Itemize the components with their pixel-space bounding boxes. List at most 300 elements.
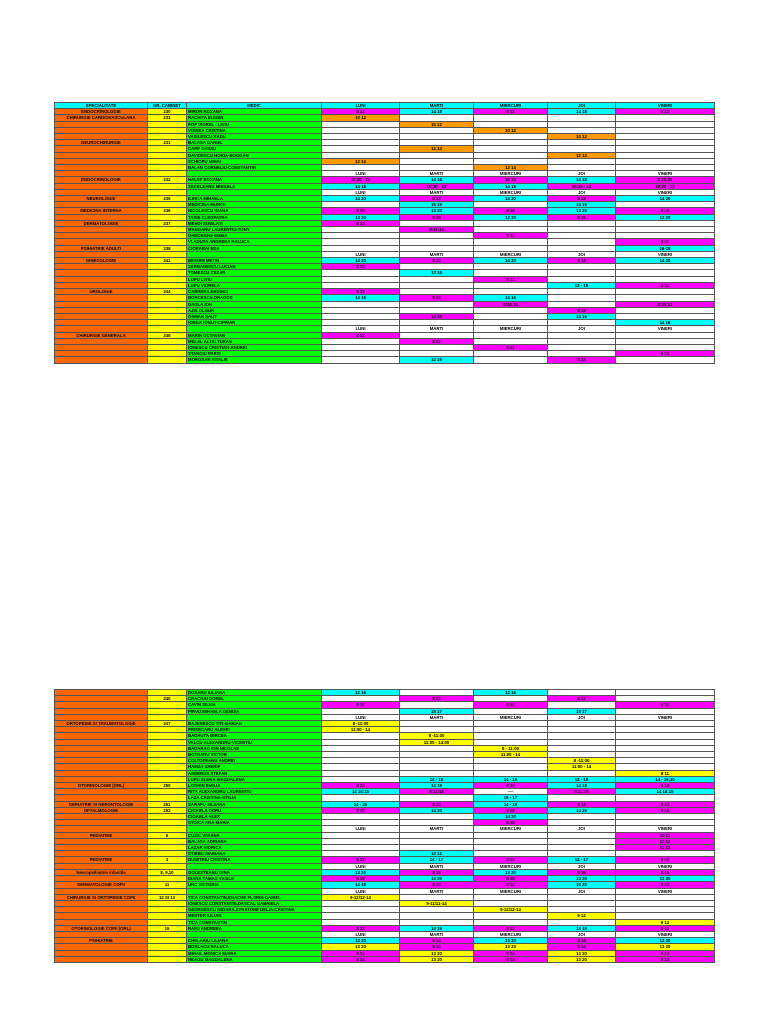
doctor-cell: CARP OVIDIU bbox=[187, 146, 322, 152]
schedule-cell: 8 13 bbox=[322, 289, 400, 295]
schedule-cell: 11:00 - 14 bbox=[548, 764, 616, 770]
schedule-cell: 14 - 17 bbox=[548, 857, 616, 863]
schedule-cell: 10 12 bbox=[548, 134, 616, 140]
schedule-cell: 12 13 bbox=[616, 838, 715, 844]
schedule-cell: 8 11 bbox=[616, 239, 715, 245]
doctor-cell: BALAN CORNELIU-CONSTANTIN bbox=[187, 165, 322, 171]
doctor-cell: COLTOFEANU ANDREI bbox=[187, 758, 322, 764]
schedule-cell: 8 14 bbox=[400, 938, 474, 944]
cabinet-cell: 230 bbox=[148, 109, 187, 115]
schedule-cell: ---- bbox=[474, 789, 548, 795]
schedule-cell: 12 14 bbox=[474, 165, 548, 171]
column-header: VINERI bbox=[616, 103, 715, 109]
cabinet-cell: 231 bbox=[148, 115, 187, 121]
column-header: MIERCURI bbox=[474, 103, 548, 109]
doctor-cell: STIRBU MARIANA bbox=[187, 851, 322, 857]
doctor-cell: SERBANESCU LUCIAN bbox=[187, 264, 322, 270]
day-label-cell: LUNI bbox=[322, 171, 400, 177]
specialty-cell: NEUROLOGIE bbox=[55, 196, 148, 202]
doctor-cell: BESHIM METIN bbox=[187, 258, 322, 264]
schedule-cell: 8 15 bbox=[474, 876, 548, 882]
schedule-cell: 13 20 bbox=[548, 876, 616, 882]
schedule-cell: 13 20 bbox=[548, 956, 616, 962]
schedule-cell: 14 20 bbox=[474, 196, 548, 202]
schedule-cell: 13 20 bbox=[322, 938, 400, 944]
doctor-cell: SARAFU SILVANA bbox=[187, 801, 322, 807]
schedule-cell: 8 11 bbox=[474, 233, 548, 239]
schedule-cell: 9-11/11-14 bbox=[400, 900, 474, 906]
column-header: MARTI bbox=[400, 103, 474, 109]
schedule-cell: 8 14 bbox=[400, 944, 474, 950]
day-label-cell: LUNI bbox=[322, 189, 400, 195]
day-label-cell: MIERCURI bbox=[474, 326, 548, 332]
schedule-cell: 8 12 bbox=[474, 702, 548, 708]
doctor-cell: CIORABAI EDA bbox=[187, 245, 322, 251]
day-label-cell: JOI bbox=[548, 251, 616, 257]
schedule-cell: 8 15 bbox=[400, 869, 474, 875]
doctor-cell: MIHAIL MONICA MARIA bbox=[187, 950, 322, 956]
schedule-cell: 12 16 bbox=[474, 690, 548, 696]
schedule-cell: 14 18 bbox=[322, 882, 400, 888]
schedule-cell: 8 15 bbox=[400, 214, 474, 220]
schedule-cell bbox=[322, 357, 400, 363]
schedule-cell: 13 20 bbox=[322, 869, 400, 875]
schedule-cell: 13 20 bbox=[322, 944, 400, 950]
doctor-cell: BADAUTA MIRCEA bbox=[187, 733, 322, 739]
schedule-cell: 8 11:15 bbox=[400, 789, 474, 795]
schedule-cell: 8 12 bbox=[474, 857, 548, 863]
doctor-cell: ILINCA MIHAELA bbox=[187, 196, 322, 202]
schedule-cell: 10 11 bbox=[616, 832, 715, 838]
doctor-cell: BALASA DANIEL bbox=[187, 140, 322, 146]
day-label-cell: JOI bbox=[548, 826, 616, 832]
day-label-cell: JOI bbox=[548, 714, 616, 720]
doctor-cell: TOMESCU CEZAR bbox=[187, 270, 322, 276]
schedule-cell: 14 18 bbox=[400, 109, 474, 115]
schedule-cell: 8 15 bbox=[474, 807, 548, 813]
doctor-cell: DOSARU IULIANA bbox=[187, 690, 322, 696]
doctor-cell: POP VIOREL - LIVIU bbox=[187, 121, 322, 127]
schedule-cell: 15 19 bbox=[400, 202, 474, 208]
day-label-cell: VINERI bbox=[616, 888, 715, 894]
schedule-cell: 8 13 bbox=[474, 882, 548, 888]
schedule-cell: 8 13 bbox=[322, 264, 400, 270]
schedule-cell: 9 12 bbox=[616, 919, 715, 925]
doctor-cell: MESTER IULIAN bbox=[187, 913, 322, 919]
day-label-cell: MARTI bbox=[400, 863, 474, 869]
schedule-cell: 15 17 bbox=[548, 708, 616, 714]
day-label-cell: VINERI bbox=[616, 863, 715, 869]
doctor-cell: GHEORGHE EMMA bbox=[187, 233, 322, 239]
day-label-cell: VINERI bbox=[616, 826, 715, 832]
schedule-cell: 10 13 bbox=[474, 177, 548, 183]
doctor-cell: DUMITRIU CRISTINA bbox=[187, 857, 322, 863]
doctor-cell: SCHIOPU MIHAI bbox=[187, 158, 322, 164]
schedule-cell: 8 13 bbox=[400, 801, 474, 807]
schedule-cell: 14 20 bbox=[322, 258, 400, 264]
doctor-cell: MELAL ALTAI TURAN bbox=[187, 338, 322, 344]
specialty-cell: MEDICINA INTERNA bbox=[55, 208, 148, 214]
doctor-cell: CIOABLA ALEX bbox=[187, 814, 322, 820]
cabinet-cell: 247 bbox=[148, 721, 187, 727]
schedule-cell: 14 19 bbox=[400, 783, 474, 789]
schedule-cell: 13 20 bbox=[616, 214, 715, 220]
day-label-cell: LUNI bbox=[322, 888, 400, 894]
specialty-cell: ENDOCRINOLOGIE bbox=[55, 109, 148, 115]
day-label-cell: VINERI bbox=[616, 171, 715, 177]
doctor-cell: LUPU ELENA-MAGDALENA bbox=[187, 776, 322, 782]
schedule-cell: 13 20 bbox=[400, 208, 474, 214]
schedule-table-bottom bbox=[54, 689, 715, 963]
schedule-cell: 14 20 bbox=[616, 196, 715, 202]
day-label-cell: MARTI bbox=[400, 326, 474, 332]
doctor-cell: BORLACU RALUCA bbox=[187, 944, 322, 950]
schedule-cell: 14 16 bbox=[322, 295, 400, 301]
doctor-cell: DAGLA ION bbox=[187, 301, 322, 307]
doctor-cell: MEDICINA MUNCII bbox=[187, 202, 322, 208]
cabinet-cell: 252 bbox=[148, 807, 187, 813]
doctor-cell: BADARAU ION NICOLAE bbox=[187, 745, 322, 751]
day-label-cell: JOI bbox=[548, 326, 616, 332]
schedule-cell: 14 20 bbox=[474, 814, 548, 820]
cabinet-cell: 12 SI 13 bbox=[148, 894, 187, 900]
day-label-cell: VINERI bbox=[616, 251, 715, 257]
doctor-cell: LUPU LIVIU bbox=[187, 276, 322, 282]
specialty-cell: GERIATRIE SI GERONTOLOGIE bbox=[55, 801, 148, 807]
day-label-cell: LUNI bbox=[322, 326, 400, 332]
doctor-cell: RACHITA EUGEN bbox=[187, 115, 322, 121]
schedule-cell: 13 20 bbox=[474, 944, 548, 950]
schedule-cell: 15 17 bbox=[400, 708, 474, 714]
day-label-cell: JOI bbox=[548, 863, 616, 869]
schedule-cell: 8 13 bbox=[474, 783, 548, 789]
schedule-cell: 8 13 bbox=[322, 220, 400, 226]
schedule-cell: 8 12 bbox=[616, 925, 715, 931]
doctor-cell: TICA CONSTANTIN bbox=[187, 919, 322, 925]
day-label-cell: MARTI bbox=[400, 251, 474, 257]
schedule-cell: 13 - 15 bbox=[548, 282, 616, 288]
specialty-cell: PSIHIATRIE ADULTI bbox=[55, 245, 148, 251]
schedule-table-top bbox=[54, 102, 715, 364]
doctor-cell: PIRVU MIHAELA DENISA bbox=[187, 708, 322, 714]
doctor-cell: MOROSAN VITALIE bbox=[187, 357, 322, 363]
day-label-cell: MIERCURI bbox=[474, 714, 548, 720]
schedule-cell: 13 20 bbox=[400, 956, 474, 962]
schedule-cell: 14 16 bbox=[616, 320, 715, 326]
schedule-cell: 8 10:30 bbox=[616, 177, 715, 183]
schedule-cell: 8 15 bbox=[616, 208, 715, 214]
day-label-cell: MIERCURI bbox=[474, 251, 548, 257]
cabinet-cell: 8, 9,10 bbox=[148, 869, 187, 875]
schedule-cell: 11:00 - 14:00 bbox=[400, 739, 474, 745]
schedule-cell: 14 - 16,30 bbox=[616, 776, 715, 782]
doctor-cell: TICA CONSTANTIN,ENACHE FLORIN-DANIEL bbox=[187, 894, 322, 900]
doctor-cell: UNC VICTORIA bbox=[187, 882, 322, 888]
day-label-cell: MIERCURI bbox=[474, 931, 548, 937]
schedule-cell: 14 18 bbox=[548, 177, 616, 183]
doctor-cell: MARIN OCTAVIAN bbox=[187, 332, 322, 338]
doctor-cell: CAVIN SILVIA bbox=[187, 702, 322, 708]
specialty-cell: ORTOPEDIE SI TRAUMATOLOGIE bbox=[55, 721, 148, 727]
schedule-cell: 8 13 bbox=[548, 258, 616, 264]
schedule-cell: 13 20 bbox=[548, 950, 616, 956]
schedule-cell: 8 - 11:00 bbox=[474, 745, 548, 751]
cabinet-cell: 15 bbox=[148, 925, 187, 931]
schedule-cell: 8 13 bbox=[548, 196, 616, 202]
day-label-cell: MIERCURI bbox=[474, 171, 548, 177]
doctor-cell: LOGHIN EMILIA bbox=[187, 783, 322, 789]
schedule-cell: 15 19 bbox=[548, 202, 616, 208]
doctor-cell: HAMZA SHERIF bbox=[187, 764, 322, 770]
schedule-cell: 13 20 bbox=[400, 950, 474, 956]
table-row bbox=[55, 357, 715, 363]
day-label-cell: MARTI bbox=[400, 826, 474, 832]
schedule-cell: 8 12 bbox=[474, 109, 548, 115]
schedule-cell: 8 -11:00 bbox=[322, 721, 400, 727]
specialty-cell: GINECOLOGIE bbox=[55, 258, 148, 264]
doctor-cell: VASILESCU RADU bbox=[187, 134, 322, 140]
day-label-cell: LUNI bbox=[322, 931, 400, 937]
schedule-cell: 13 20 bbox=[548, 208, 616, 214]
day-label-cell: MIERCURI bbox=[474, 189, 548, 195]
day-label-cell: MIERCURI bbox=[474, 826, 548, 832]
schedule-cell: 12 14 bbox=[322, 158, 400, 164]
schedule-cell: 15 20 bbox=[548, 882, 616, 888]
doctor-cell: STANCIU PARIS bbox=[187, 351, 322, 357]
schedule-cell: 14 18 bbox=[474, 183, 548, 189]
schedule-cell: 14 16 bbox=[400, 313, 474, 319]
doctor-cell: CABRERA ERDINCI bbox=[187, 289, 322, 295]
doctor-cell: LAZA CRISTINA-OTILIA bbox=[187, 795, 322, 801]
schedule-cell: 8 13 bbox=[616, 882, 715, 888]
doctor-cell: IONESCU CONSTANTIN,DASCAL GABRIELA bbox=[187, 900, 322, 906]
schedule-cell: 8 11:15 bbox=[548, 789, 616, 795]
doctor-cell: BALASA ADRIANA bbox=[187, 838, 322, 844]
schedule-cell: 8 12 bbox=[548, 357, 616, 363]
day-label-cell: LUNI bbox=[322, 826, 400, 832]
schedule-cell: 14 16 bbox=[474, 295, 548, 301]
schedule-cell: 8 14 bbox=[616, 950, 715, 956]
schedule-cell: 13 20 bbox=[616, 938, 715, 944]
day-label-cell: VINERI bbox=[616, 189, 715, 195]
schedule-cell: 8 13 bbox=[322, 783, 400, 789]
schedule-cell: 12 16 bbox=[400, 357, 474, 363]
specialty-cell: OFTALMOLOGIE bbox=[55, 807, 148, 813]
day-label-cell: MARTI bbox=[400, 189, 474, 195]
doctor-cell: NICOLESCU IOANA bbox=[187, 208, 322, 214]
cabinet-cell: 251 bbox=[148, 801, 187, 807]
schedule-cell: 8 15 bbox=[322, 807, 400, 813]
day-label-cell: MARTI bbox=[400, 171, 474, 177]
column-header: NR. CABINET bbox=[148, 103, 187, 109]
specialty-cell: OTORINOLOGIE COPII (ORL) bbox=[55, 925, 148, 931]
schedule-cell bbox=[474, 357, 548, 363]
schedule-cell: 14 20 bbox=[616, 258, 715, 264]
specialty-cell: DERMATOLOGIE COPII bbox=[55, 882, 148, 888]
schedule-cell: 13 20 bbox=[474, 869, 548, 875]
day-label-cell: LUNI bbox=[322, 863, 400, 869]
schedule-cell: 12 16 bbox=[322, 690, 400, 696]
schedule-cell: 11:00 - 14 bbox=[322, 727, 400, 733]
schedule-cell: 8 15 bbox=[322, 876, 400, 882]
cabinet-cell: 236 bbox=[148, 208, 187, 214]
day-label-cell: MARTI bbox=[400, 714, 474, 720]
cabinet-cell: 3 bbox=[148, 857, 187, 863]
doctor-cell: HALEF ROXANA bbox=[187, 177, 322, 183]
specialty-cell: CHIRURGIE SI ORTOPEDIE COPII bbox=[55, 894, 148, 900]
schedule-cell: 8 12 bbox=[616, 351, 715, 357]
doctor-cell: RITA ALEXANDRU LAURENTIU bbox=[187, 789, 322, 795]
day-label-cell: VINERI bbox=[616, 714, 715, 720]
schedule-cell: 8 12 bbox=[474, 344, 548, 350]
day-label-cell: JOI bbox=[548, 888, 616, 894]
specialty-cell: CHIRURGIE GENERALA bbox=[55, 332, 148, 338]
cabinet-cell bbox=[148, 357, 187, 363]
table-row bbox=[55, 956, 715, 962]
schedule-cell: 13 20 bbox=[616, 876, 715, 882]
schedule-cell: 12 14 bbox=[400, 146, 474, 152]
doctor-cell: BAJENESCU TITI-MARIAN bbox=[187, 721, 322, 727]
schedule-cell: 8 -11:00 bbox=[400, 733, 474, 739]
schedule-cell: 14 - 17 bbox=[400, 857, 474, 863]
doctor-cell: MANGANU LAURENTIU-TONY bbox=[187, 227, 322, 233]
specialty-cell: PSIHIATRIE bbox=[55, 938, 148, 944]
schedule-cell: 8 12 bbox=[474, 925, 548, 931]
cabinet-cell: 231 bbox=[148, 140, 187, 146]
doctor-cell: CIOABLA DORU bbox=[187, 807, 322, 813]
schedule-cell: 8 14 bbox=[548, 938, 616, 944]
doctor-cell: SECELEANU MIHAELA bbox=[187, 183, 322, 189]
doctor-cell: CUZIC VIVIANA bbox=[187, 832, 322, 838]
schedule-cell: 8 12 bbox=[322, 109, 400, 115]
doctor-cell: LAZAR VIORICA bbox=[187, 845, 322, 851]
cabinet-cell: 241 bbox=[148, 258, 187, 264]
schedule-cell: 14 - 19 bbox=[548, 776, 616, 782]
day-label-cell: MARTI bbox=[400, 888, 474, 894]
doctor-cell: IONESCU CRISTIAN-ANDREI bbox=[187, 344, 322, 350]
column-header: MEDIC bbox=[187, 103, 322, 109]
schedule-cell: 10 12 bbox=[474, 127, 548, 133]
doctor-cell: STOICA ANA-MARIA bbox=[187, 820, 322, 826]
doctor-cell: LUPU VIORELA bbox=[187, 282, 322, 288]
schedule-cell: 8 15 bbox=[616, 807, 715, 813]
schedule-cell: 8 15 bbox=[616, 869, 715, 875]
schedule-cell: 9-12/12-14 bbox=[474, 907, 548, 913]
specialty-cell bbox=[55, 956, 148, 962]
doctor-cell: AJIS OLGUN bbox=[187, 307, 322, 313]
cabinet-cell: 240 bbox=[148, 696, 187, 702]
schedule-cell: 10:30 - 13 bbox=[616, 183, 715, 189]
doctor-cell: BOTNARU VICTOR bbox=[187, 752, 322, 758]
doctor-cell: GOLESTEANU GINA bbox=[187, 869, 322, 875]
specialty-cell: PEDIATRIE bbox=[55, 857, 148, 863]
schedule-cell: 8 14 bbox=[322, 950, 400, 956]
schedule-cell: 8 15 bbox=[548, 869, 616, 875]
schedule-cell: 10:30 - 13 bbox=[548, 183, 616, 189]
specialty-cell: Neuropsihiatrie infantila bbox=[55, 869, 148, 875]
schedule-cell: 8 12 bbox=[322, 702, 400, 708]
schedule-cell: 9 12 bbox=[548, 913, 616, 919]
schedule-cell: 14 16 bbox=[548, 313, 616, 319]
schedule-cell: 8 15 bbox=[548, 214, 616, 220]
specialty-cell: PEDIATRIE bbox=[55, 832, 148, 838]
doctor-cell: TASIE CLEOPATRA bbox=[187, 214, 322, 220]
doctor-cell: MEHDI SOWLATI bbox=[187, 220, 322, 226]
doctor-cell: RAIIU ANDREEA bbox=[187, 925, 322, 931]
schedule-cell: 8 11 bbox=[616, 770, 715, 776]
day-label-cell: VINERI bbox=[616, 326, 715, 332]
schedule-sheet-bottom bbox=[54, 689, 714, 963]
doctor-cell: BORCESCU DRAGOS bbox=[187, 295, 322, 301]
schedule-cell: 16-18 bbox=[616, 245, 715, 251]
schedule-cell: 14 16:15 bbox=[616, 789, 715, 795]
schedule-cell: 8 13 bbox=[400, 258, 474, 264]
schedule-cell: 8 12 bbox=[616, 109, 715, 115]
schedule-sheet-top bbox=[54, 102, 714, 364]
cabinet-cell: 237 bbox=[148, 220, 187, 226]
schedule-cell: 8 12 bbox=[322, 925, 400, 931]
specialty-cell bbox=[55, 357, 148, 363]
doctor-cell: ANDERUS STEFAN bbox=[187, 770, 322, 776]
column-header: JOI bbox=[548, 103, 616, 109]
day-label-cell: JOI bbox=[548, 171, 616, 177]
schedule-cell: 14 20 bbox=[400, 807, 474, 813]
day-label-cell: VINERI bbox=[616, 931, 715, 937]
schedule-cell: 8 14 bbox=[474, 956, 548, 962]
schedule-cell: 14 20 bbox=[548, 807, 616, 813]
specialty-cell: OTORINOLOGIE (ORL) bbox=[55, 783, 148, 789]
schedule-cell: 10 12 bbox=[322, 115, 400, 121]
schedule-cell: 13 20 bbox=[474, 938, 548, 944]
column-header: SPECIALITATE bbox=[55, 103, 148, 109]
specialty-cell: ENDOCRINOLOGIE bbox=[55, 177, 148, 183]
cabinet-cell: 5 bbox=[148, 832, 187, 838]
schedule-cell: 8 13 bbox=[400, 295, 474, 301]
schedule-cell: 8 13 bbox=[548, 307, 616, 313]
schedule-cell: 14 20 bbox=[474, 258, 548, 264]
day-label-cell: LUNI bbox=[322, 251, 400, 257]
schedule-cell: 12 14 bbox=[548, 152, 616, 158]
schedule-cell: 13 20 bbox=[474, 214, 548, 220]
doctor-cell: GEORGESCU MIOARA,STRATONE DELIA-CRISTINA bbox=[187, 907, 322, 913]
schedule-cell: 8-11-14 bbox=[400, 227, 474, 233]
schedule-cell: 10 12 bbox=[400, 851, 474, 857]
day-label-cell: MIERCURI bbox=[474, 863, 548, 869]
schedule-cell: 8 13 bbox=[548, 801, 616, 807]
schedule-cell: 14 19 bbox=[400, 925, 474, 931]
doctor-cell: CRACIUN DOREL bbox=[187, 696, 322, 702]
schedule-cell: 10:30 - 13 bbox=[322, 177, 400, 183]
schedule-cell: 14 - 19 bbox=[474, 776, 548, 782]
schedule-cell: 14 - 18 bbox=[400, 776, 474, 782]
schedule-cell: 14 18 bbox=[548, 783, 616, 789]
schedule-cell: 8 12 bbox=[322, 857, 400, 863]
day-label-cell: JOI bbox=[548, 931, 616, 937]
schedule-cell: 8 13 bbox=[616, 801, 715, 807]
schedule-cell: 14 - 20 bbox=[322, 801, 400, 807]
schedule-cell: 16 - 17 bbox=[474, 795, 548, 801]
cabinet-cell bbox=[148, 956, 187, 962]
doctor-cell: IORGA IONUT-CIPRIAN bbox=[187, 320, 322, 326]
cabinet-cell: 238 bbox=[148, 245, 187, 251]
doctor-cell: DIANA TAMAS VASILE bbox=[187, 876, 322, 882]
specialty-cell: DERMATOLOGIE bbox=[55, 220, 148, 226]
schedule-cell: 8 12 bbox=[548, 696, 616, 702]
schedule-cell bbox=[616, 357, 715, 363]
schedule-cell: 8:30 13 bbox=[474, 301, 548, 307]
specialty-cell: UROLOGIE bbox=[55, 289, 148, 295]
doctor-cell: VALCU ALEXANDRU-VICENTIU bbox=[187, 739, 322, 745]
